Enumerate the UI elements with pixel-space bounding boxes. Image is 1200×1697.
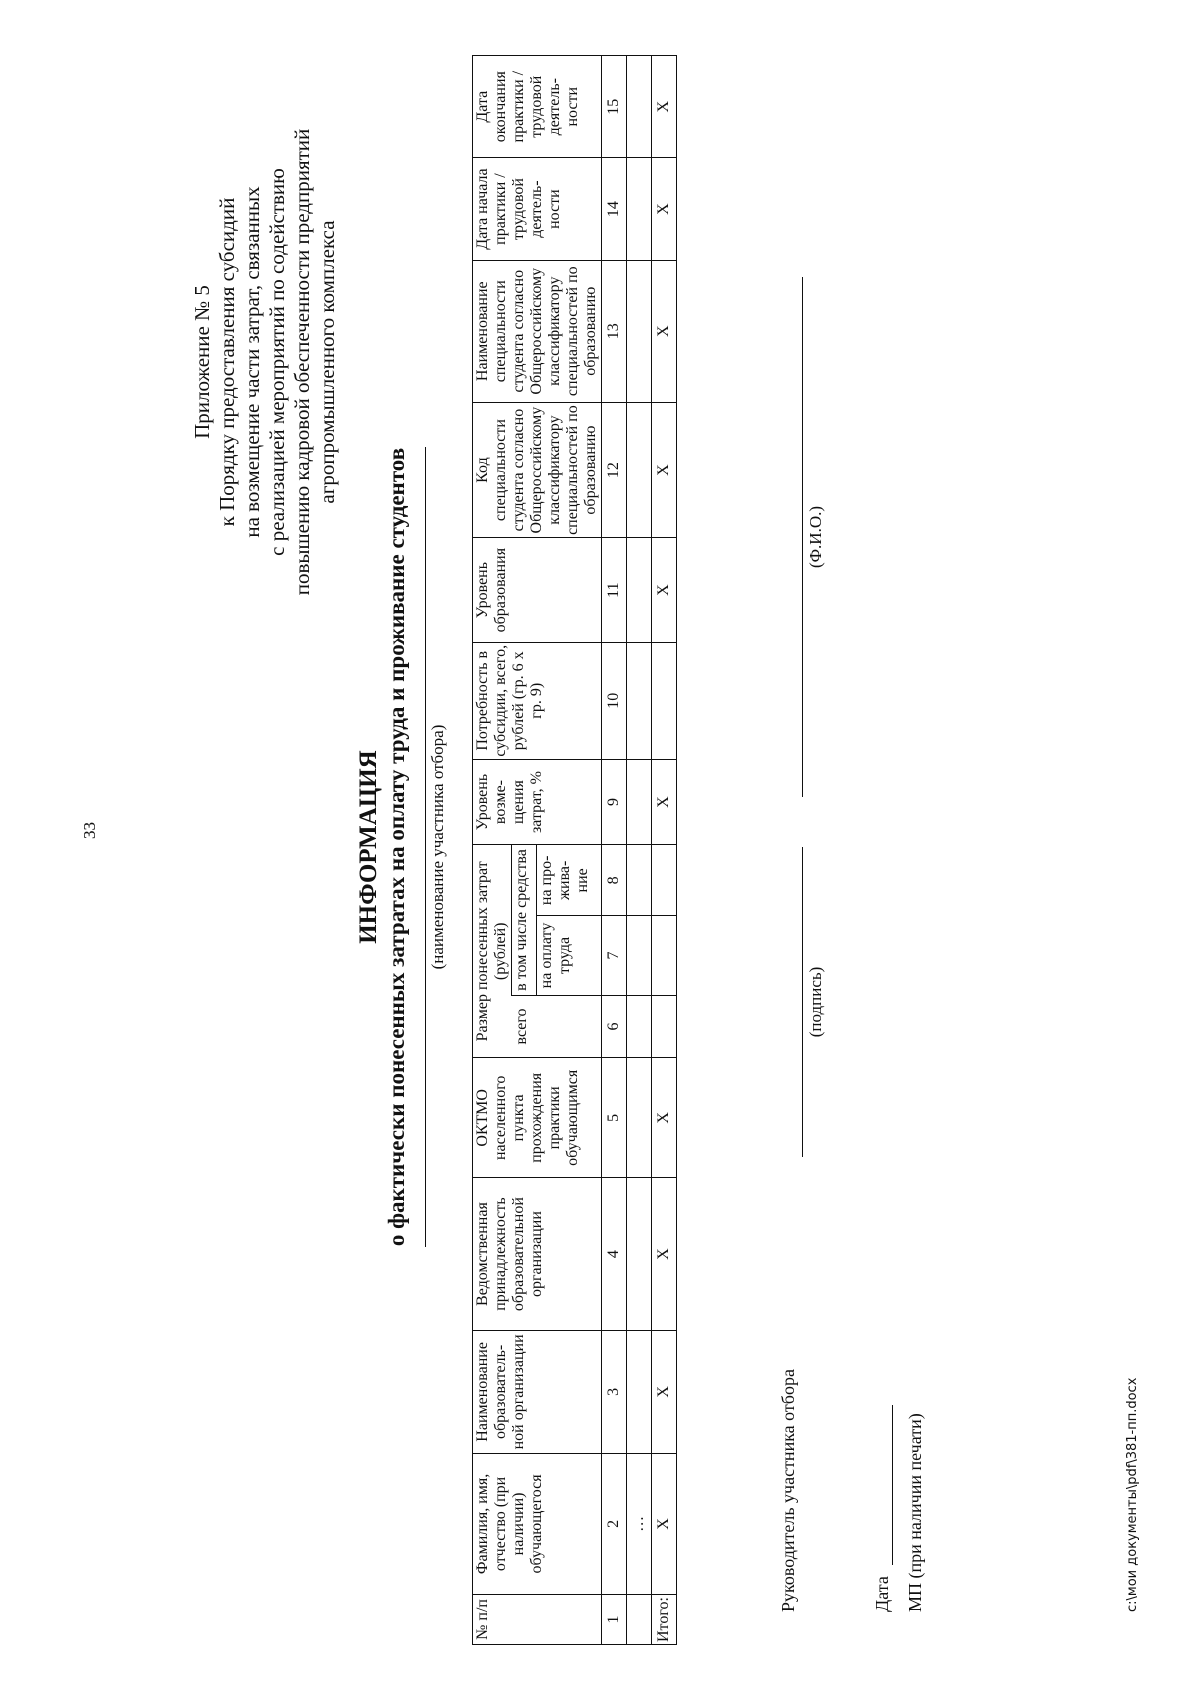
participant-name-line bbox=[425, 447, 426, 1247]
table-cell bbox=[627, 995, 652, 1058]
table-cell bbox=[627, 158, 652, 260]
table-cell: Х bbox=[652, 1330, 677, 1453]
column-number-cell: 11 bbox=[602, 538, 627, 642]
header-cell: Дата окончания практики / трудовой деятель- ности bbox=[473, 56, 602, 158]
table-cell bbox=[627, 1058, 652, 1178]
column-number-cell: 4 bbox=[602, 1178, 627, 1330]
header-cell: на про- жива- ние bbox=[537, 845, 602, 916]
table-cell bbox=[627, 759, 652, 845]
table-cell: Х bbox=[652, 1178, 677, 1330]
column-number-cell: 14 bbox=[602, 158, 627, 260]
table-cell bbox=[652, 995, 677, 1058]
table-cell: … bbox=[627, 1453, 652, 1594]
header-cell: всего bbox=[512, 995, 602, 1058]
table-cell: Итого: bbox=[652, 1594, 677, 1644]
file-path-footer: c:\мои документы\pdf\381-пп.docx bbox=[1125, 1377, 1140, 1612]
table-cell: Х bbox=[652, 1453, 677, 1594]
header-cell: Потребность в субсидии, всего, рублей (гр. 6 х гр. 9) bbox=[473, 642, 602, 759]
stamp-label: МП (при наличии печати) bbox=[905, 1413, 925, 1612]
table-cell bbox=[652, 642, 677, 759]
table-cell bbox=[627, 845, 652, 916]
appendix-heading bbox=[190, 82, 340, 642]
date-line bbox=[892, 1405, 893, 1565]
table-cell bbox=[627, 1330, 652, 1453]
header-group-cell: Размер понесенных затрат (рублей) bbox=[473, 845, 512, 1058]
date-label: Дата bbox=[872, 1576, 892, 1612]
table-cell bbox=[627, 1594, 652, 1644]
document-title: ИНФОРМАЦИЯ bbox=[355, 750, 382, 944]
table-cell: Х bbox=[652, 260, 677, 402]
table-cell bbox=[627, 916, 652, 995]
column-number-cell: 15 bbox=[602, 56, 627, 158]
table-cell bbox=[627, 538, 652, 642]
header-cell: на оплату труда bbox=[537, 916, 602, 995]
column-number-cell: 13 bbox=[602, 260, 627, 402]
header-cell: Наименование специальности студента согласно Общероссийскому классификатору специальностей по образованию bbox=[473, 260, 602, 402]
column-number-cell: 9 bbox=[602, 759, 627, 845]
header-cell: Фамилия, имя, отчество (при наличии) обучающегося bbox=[473, 1453, 602, 1594]
page-number: 33 bbox=[80, 822, 99, 839]
column-number-cell: 2 bbox=[602, 1453, 627, 1594]
header-group-cell: в том числе средства bbox=[512, 845, 537, 995]
column-number-cell: 7 bbox=[602, 916, 627, 995]
appendix-line: с реализацией мероприятий по содействию bbox=[265, 168, 289, 556]
table-total-row bbox=[652, 56, 677, 1645]
column-number-row bbox=[602, 56, 627, 1645]
table-cell bbox=[627, 260, 652, 402]
column-number-cell: 12 bbox=[602, 402, 627, 538]
appendix-line: повышению кадровой обеспеченности предприятий bbox=[290, 128, 314, 596]
column-number-cell: 5 bbox=[602, 1058, 627, 1178]
table-cell bbox=[627, 642, 652, 759]
table-header-row bbox=[473, 56, 512, 1645]
table-row bbox=[627, 56, 652, 1645]
document-title-block bbox=[355, 297, 411, 1397]
column-number-cell: 3 bbox=[602, 1330, 627, 1453]
header-cell: Код специальности студента согласно Общероссийскому классификатору специальностей по образованию bbox=[473, 402, 602, 538]
header-cell: Дата начала практики / трудовой деятель- ности bbox=[473, 158, 602, 260]
appendix-line: агропромышленного комплекса bbox=[315, 220, 339, 504]
expenses-table bbox=[472, 55, 677, 1645]
table-cell bbox=[627, 56, 652, 158]
table-cell: Х bbox=[652, 538, 677, 642]
appendix-line: к Порядку предоставления субсидий bbox=[215, 197, 239, 527]
header-cell: Ведомственная принадлежность образовательной организации bbox=[473, 1178, 602, 1330]
column-number-cell: 10 bbox=[602, 642, 627, 759]
header-cell: Наименование образователь- ной организации bbox=[473, 1330, 602, 1453]
column-number-cell: 6 bbox=[602, 995, 627, 1058]
header-cell: Уровень возме- щения затрат, % bbox=[473, 759, 602, 845]
participant-name-caption: (наименование участника отбора) bbox=[428, 724, 447, 970]
full-name-caption: (Ф.И.О.) bbox=[806, 505, 825, 569]
header-cell: Уровень образования bbox=[473, 538, 602, 642]
document-subtitle: о фактически понесенных затратах на оплату труда и проживание студентов bbox=[384, 447, 409, 1247]
column-number-cell: 1 bbox=[602, 1594, 627, 1644]
appendix-line: Приложение № 5 bbox=[190, 285, 214, 439]
signature-caption: (подпись) bbox=[806, 966, 825, 1038]
table-cell: Х bbox=[652, 402, 677, 538]
table-cell: Х bbox=[652, 759, 677, 845]
head-of-participant-label: Руководитель участника отбора bbox=[778, 1369, 798, 1612]
full-name-line bbox=[802, 277, 803, 797]
table-cell: Х bbox=[652, 158, 677, 260]
signature-line bbox=[802, 847, 803, 1157]
header-cell: ОКТМО населенного пункта прохождения практики обучающимся bbox=[473, 1058, 602, 1178]
table-cell bbox=[627, 402, 652, 538]
header-cell: № п/п bbox=[473, 1594, 602, 1644]
table-cell bbox=[652, 916, 677, 995]
column-number-cell: 8 bbox=[602, 845, 627, 916]
table-cell bbox=[652, 845, 677, 916]
table-cell: Х bbox=[652, 56, 677, 158]
table-cell: Х bbox=[652, 1058, 677, 1178]
table-cell bbox=[627, 1178, 652, 1330]
appendix-line: на возмещение части затрат, связанных bbox=[240, 186, 264, 538]
